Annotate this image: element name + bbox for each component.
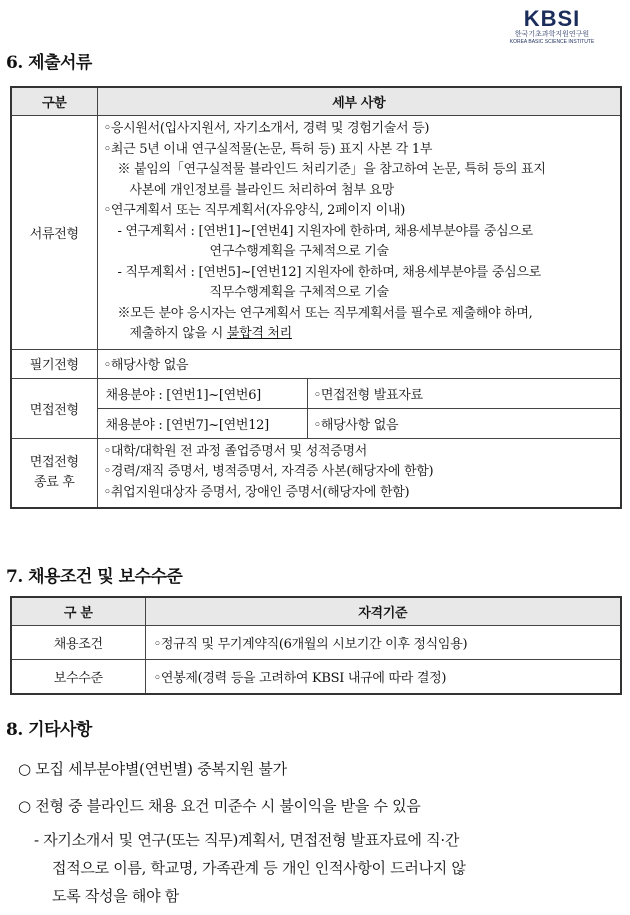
section-8-title: 8. 기타사항: [6, 720, 92, 740]
interview-row-2: [11, 408, 621, 438]
list-item: ◦응시원서(입사지원서, 자기소개서, 경력 및 경험기술서 등): [103, 121, 430, 136]
note-detail-line: 도록 작성을 해야 함: [52, 887, 179, 905]
docs-details: [97, 116, 621, 350]
written-label: 필기전형: [11, 349, 97, 378]
submission-documents-table: [10, 86, 622, 509]
list-item: - 직무계획서 : [연번5]~[연번12] 지원자에 한하며, 채용세부분야를 중심으로: [117, 264, 541, 280]
after-interview-details: [97, 438, 621, 508]
note-detail-line: - 자기소개서 및 연구(또는 직무)계획서, 면접전형 발표자료에 직·간: [34, 831, 460, 849]
list-item: ◦연구계획서 또는 직무계획서(자유양식, 2페이지 이내): [103, 203, 405, 218]
interview-field-1: 채용분야 : [연번1]~[연번6]: [97, 378, 307, 408]
interview-detail-2: ◦해당사항 없음: [307, 408, 621, 438]
interview-label: 면접전형: [11, 378, 97, 438]
after-interview-label: [11, 438, 97, 508]
list-item: ※모든 분야 응시자는 연구계획서 또는 직무계획서를 필수로 제출해야 하며,: [117, 305, 533, 321]
employment-row: [11, 626, 621, 660]
list-item: - 연구계획서 : [연번1]~[연번4] 지원자에 한하며, 채용세부분야를 중심으로: [117, 223, 533, 239]
list-item: 직무수행계획을 구체적으로 기술: [209, 285, 389, 300]
table-header-row: [11, 597, 621, 626]
list-item: ◦대학/대학원 전 과정 졸업증명서 및 성적증명서: [103, 443, 368, 459]
list-item: ◦경력/재직 증명서, 병적증명서, 자격증 사본(해당자에 한함): [103, 464, 434, 479]
note-blind-hiring: ○ 전형 중 블라인드 채용 요건 미준수 시 불이익을 받을 수 있음: [18, 797, 421, 815]
kbsi-logo: [502, 8, 602, 46]
logo-korean-name: 한국기초과학지원연구원: [514, 30, 590, 38]
header-criteria: 자격기준: [145, 597, 621, 626]
employment-value: ◦정규직 및 무기계약직(6개월의 시보기간 이후 정식임용): [145, 626, 621, 660]
after-label-line: 종료 후: [33, 474, 75, 490]
table-header-row: [11, 87, 621, 116]
logo-mark: KBSI: [523, 6, 581, 31]
salary-value: ◦연봉제(경력 등을 고려하여 KBSI 내규에 따라 결정): [145, 660, 621, 694]
interview-field-2: 채용분야 : [연번7]~[연번12]: [97, 408, 307, 438]
after-label-line: 면접전형: [29, 454, 79, 470]
list-item: 사본에 개인정보를 블라인드 처리하여 첨부 요망: [129, 182, 394, 198]
header-category: 구분: [11, 87, 97, 116]
salary-row: [11, 660, 621, 694]
salary-label: 보수수준: [11, 660, 145, 694]
list-item: 연구수행계획을 구체적으로 기술: [209, 244, 389, 259]
section-7-title: 7. 채용조건 및 보수수준: [6, 567, 183, 587]
list-item: ◦취업지원대상자 증명서, 장애인 증명서(해당자에 한함): [103, 484, 410, 500]
after-interview-row: [11, 438, 621, 508]
written-value: ◦해당사항 없음: [97, 349, 621, 378]
conditions-table: [10, 596, 622, 695]
header-category: 구 분: [11, 597, 145, 626]
note-detail-line: 접적으로 이름, 학교명, 가족관계 등 개인 인적사항이 드러나지 않: [52, 859, 466, 877]
note-duplicate-application: ○ 모집 세부분야별(연번별) 중복지원 불가: [18, 760, 287, 778]
list-item: ※ 붙임의「연구실적물 블라인드 처리기준」을 참고하여 논문, 특허 등의 표지: [117, 162, 546, 177]
list-item: ◦최근 5년 이내 연구실적물(논문, 특허 등) 표지 사본 각 1부: [103, 141, 433, 157]
disqualification-note: 불합격 처리: [226, 326, 292, 341]
header-details: 세부 사항: [97, 87, 621, 116]
docs-label: 서류전형: [11, 116, 97, 350]
docs-row: [11, 116, 621, 350]
interview-row-1: [11, 378, 621, 408]
interview-detail-1: ◦면접전형 발표자료: [307, 378, 621, 408]
written-row: [11, 349, 621, 378]
section-6-title: 6. 제출서류: [6, 53, 92, 73]
logo-english-name: KOREA BASIC SCIENCE INSTITUTE: [509, 39, 595, 45]
list-item: [104, 324, 615, 345]
list-item-text: 제출하지 않을 시: [129, 326, 227, 341]
employment-label: 채용조건: [11, 626, 145, 660]
